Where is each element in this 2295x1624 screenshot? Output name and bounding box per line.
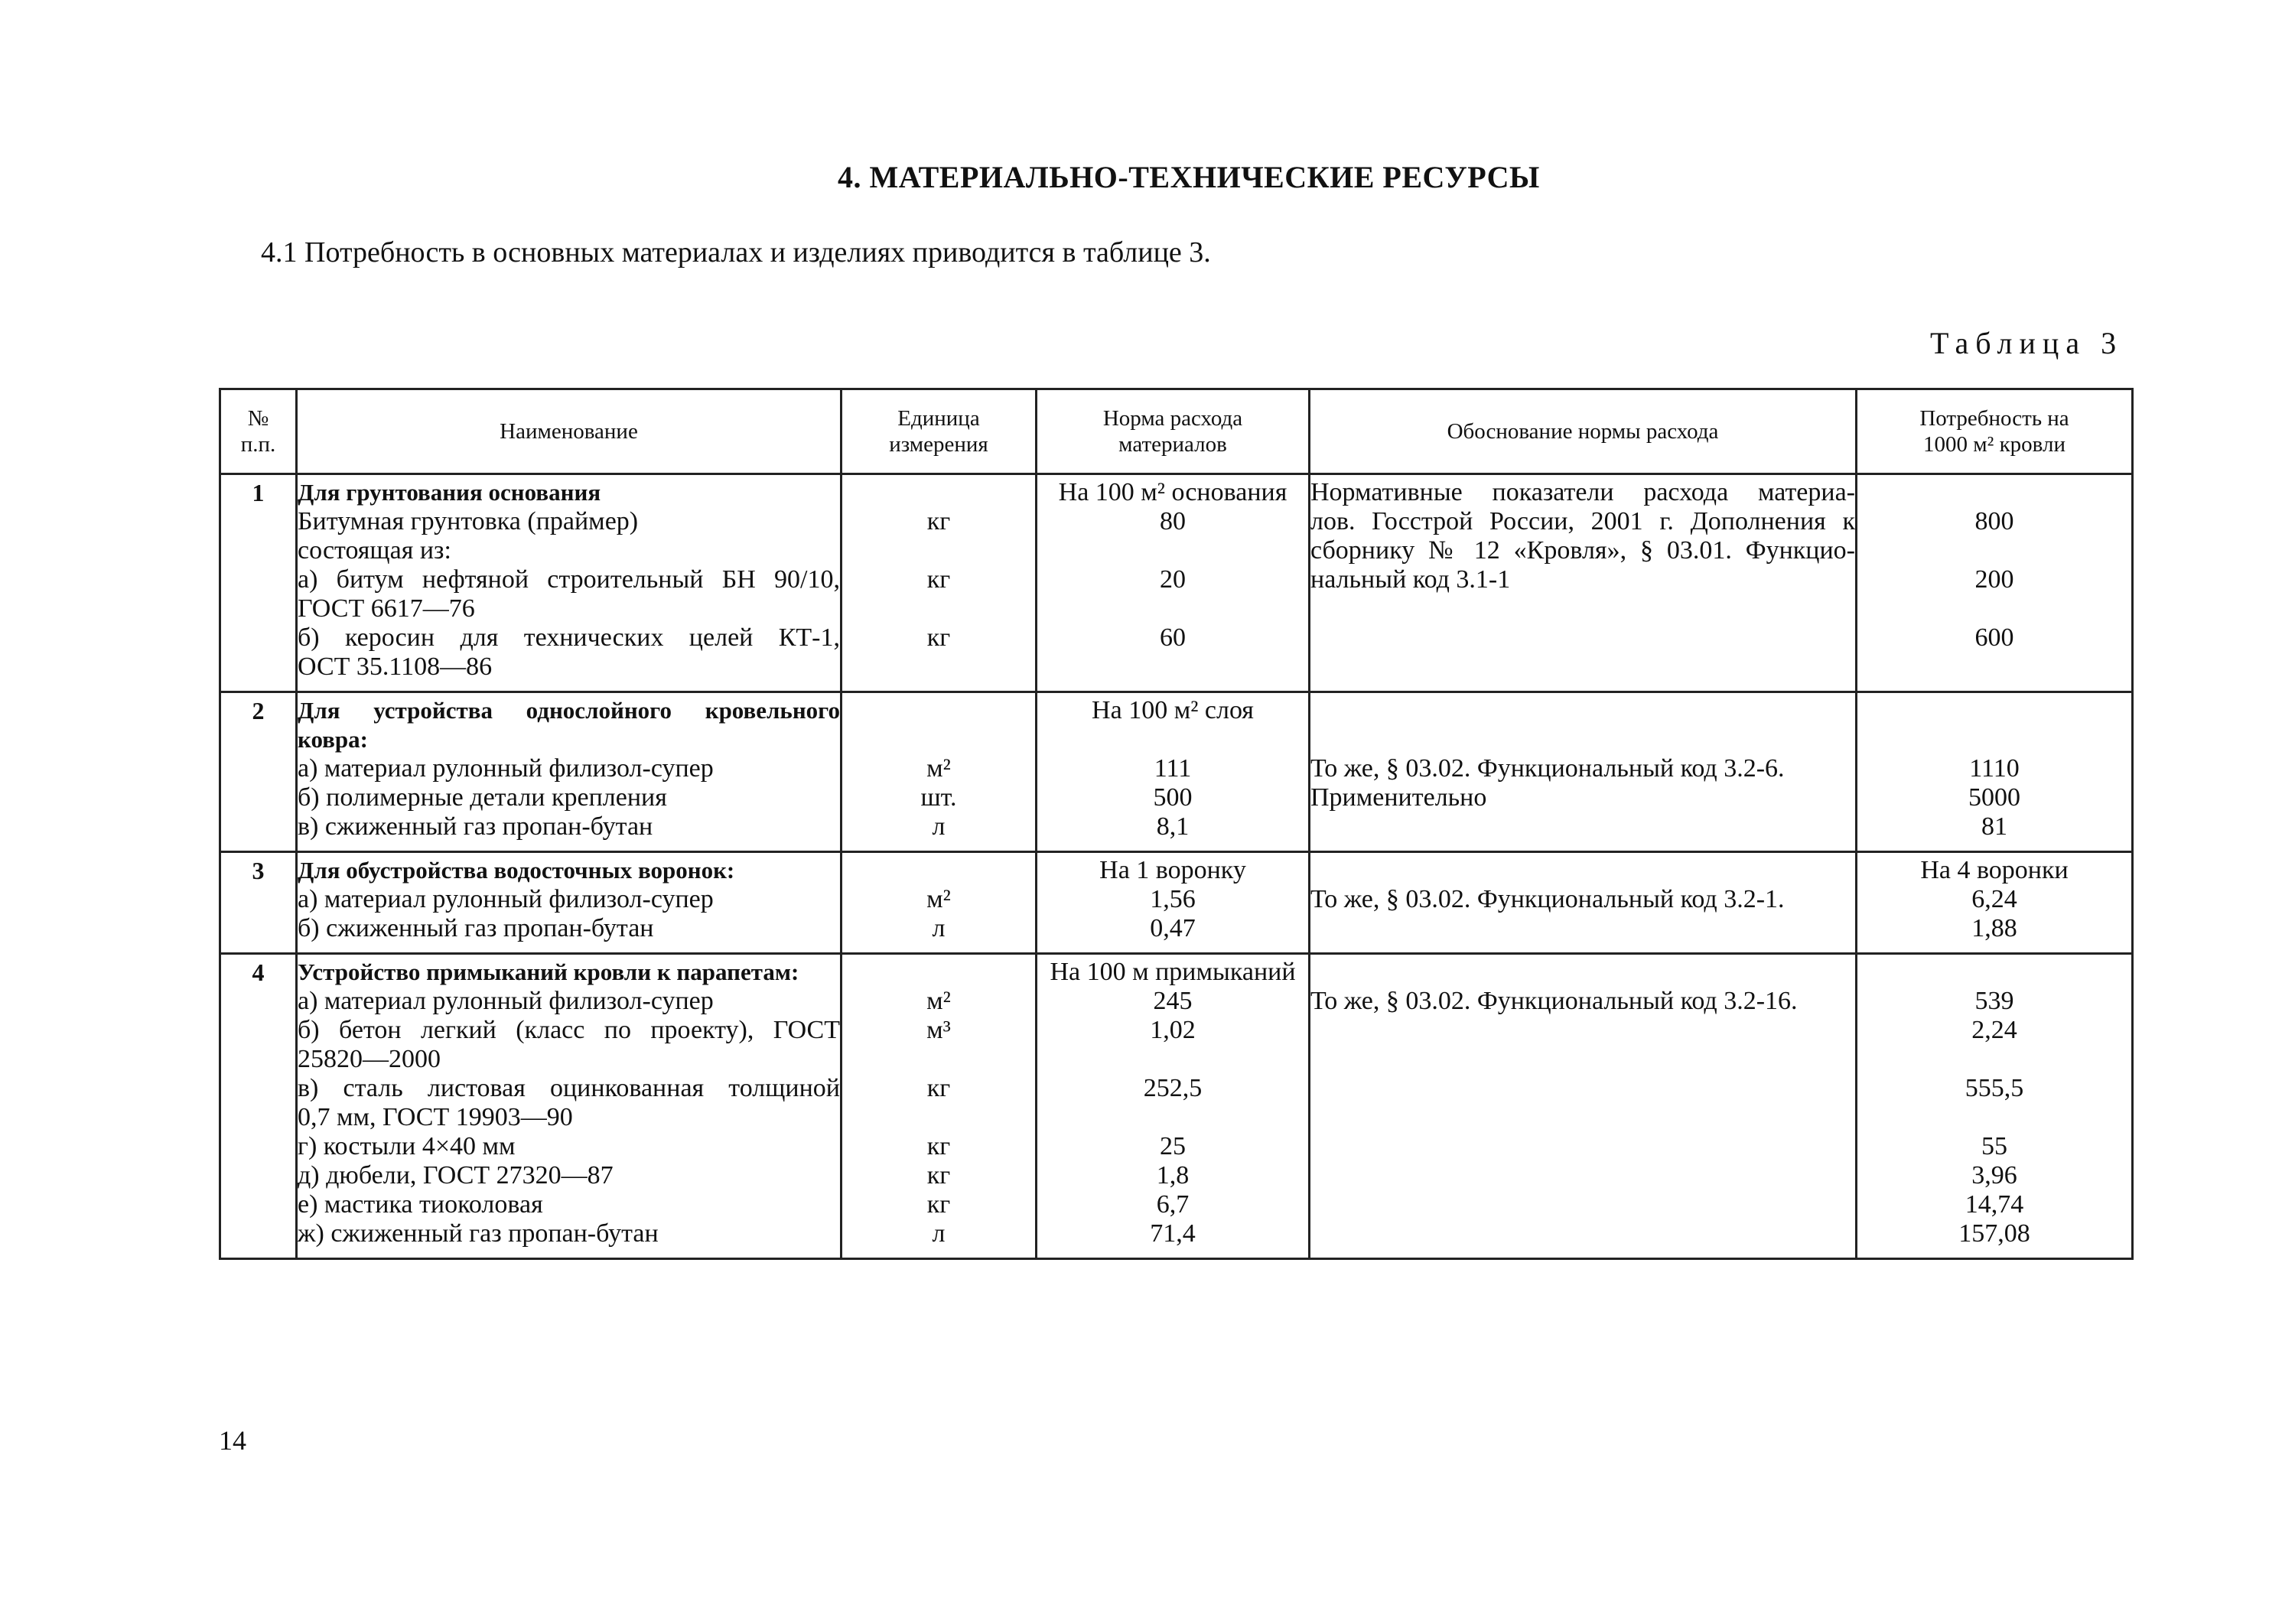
table-row [220, 852, 2133, 954]
row-name-cell: Для устройства однослойного кровельного ковра: а) материал рулонный филизол-супер б) полимерные детали крепления в) сжиженный газ пропан-бутан [297, 692, 842, 852]
header-unit: Единица измерения [842, 389, 1037, 474]
row-title: Для устройства однослойного кровельного [298, 697, 840, 724]
row-number: 1 [252, 479, 265, 506]
table-row [220, 692, 2133, 852]
table-row [220, 954, 2133, 1259]
row-unit-cell: м² л [842, 852, 1037, 954]
row-number: 2 [252, 697, 265, 724]
table-caption: Таблица 3 [1930, 326, 2124, 360]
row-number: 3 [252, 857, 265, 884]
row-basis-cell: То же, § 03.02. Функциональный код 3.2-16. [1310, 954, 1857, 1259]
intro-paragraph: 4.1 Потребность в основных материалах и изделиях приводится в таблице 3. [261, 236, 1211, 268]
row-norm-cell: На 100 м² слоя 111 500 8,1 [1037, 692, 1310, 852]
header-norm: Норма расхода материалов [1037, 389, 1310, 474]
row-unit-cell: кг кг кг [842, 474, 1037, 692]
materials-table [219, 388, 2134, 1260]
row-title: Для грунтования основания [298, 479, 601, 506]
row-basis-cell: Нормативные показатели расхода материа- лов. Госстрой России, 2001 г. Дополнения к сборнику № 12 «Кровля», § 03.01. Функцио- нальный код 3.1-1 [1310, 474, 1857, 692]
row-unit-cell: м² шт. л [842, 692, 1037, 852]
section-heading: 4. МАТЕРИАЛЬНО-ТЕХНИЧЕСКИЕ РЕСУРСЫ [838, 160, 1540, 194]
row-need-cell: 1110 5000 81 [1857, 692, 2133, 852]
row-name-cell: Устройство примыканий кровли к парапетам: а) материал рулонный филизол-супер б) бетон легкий (класс по проекту), ГОСТ 25820—2000 в) сталь листовая оцинкованная толщиной 0,7 мм, ГОСТ 19903—90 г) костыли 4×40 мм д) дюбели, ГОСТ 27320—87 е) мастика тиоколовая ж) сжиженный газ пропан-бутан [297, 954, 842, 1259]
table-row [220, 474, 2133, 692]
row-norm-cell: На 100 м примыканий 245 1,02 252,5 25 1,8 6,7 71,4 [1037, 954, 1310, 1259]
row-name-cell: Для грунтования основания Битумная грунтовка (праймер) состоящая из: а) битум нефтяной строительный БН 90/10, ГОСТ 6617—76 б) керосин для технических целей КТ-1, ОСТ 35.1108—86 [297, 474, 842, 692]
row-name-cell: Для обустройства водосточных воронок: а) материал рулонный филизол-супер б) сжиженный газ пропан-бутан [297, 852, 842, 954]
row-need-cell: На 4 воронки 6,24 1,88 [1857, 852, 2133, 954]
row-need-cell: 539 2,24 555,5 55 3,96 14,74 157,08 [1857, 954, 2133, 1259]
row-need-cell: 800 200 600 [1857, 474, 2133, 692]
header-need: Потребность на 1000 м² кровли [1857, 389, 2133, 474]
header-basis: Обоснование нормы расхода [1310, 389, 1857, 474]
table-header-row [220, 389, 2133, 474]
header-num: № п.п. [220, 389, 297, 474]
row-basis-cell: То же, § 03.02. Функциональный код 3.2-1. [1310, 852, 1857, 954]
row-number: 4 [252, 958, 265, 986]
row-unit-cell: м² м³ кг кг кг кг л [842, 954, 1037, 1259]
row-norm-cell: На 100 м² основания 80 20 60 [1037, 474, 1310, 692]
header-name: Наименование [297, 389, 842, 474]
row-title: Устройство примыканий кровли к парапетам: [298, 958, 799, 985]
row-basis-cell: То же, § 03.02. Функциональный код 3.2-6. Применительно [1310, 692, 1857, 852]
row-norm-cell: На 1 воронку 1,56 0,47 [1037, 852, 1310, 954]
row-title: Для обустройства водосточных воронок: [298, 857, 735, 884]
page-number: 14 [219, 1425, 246, 1456]
